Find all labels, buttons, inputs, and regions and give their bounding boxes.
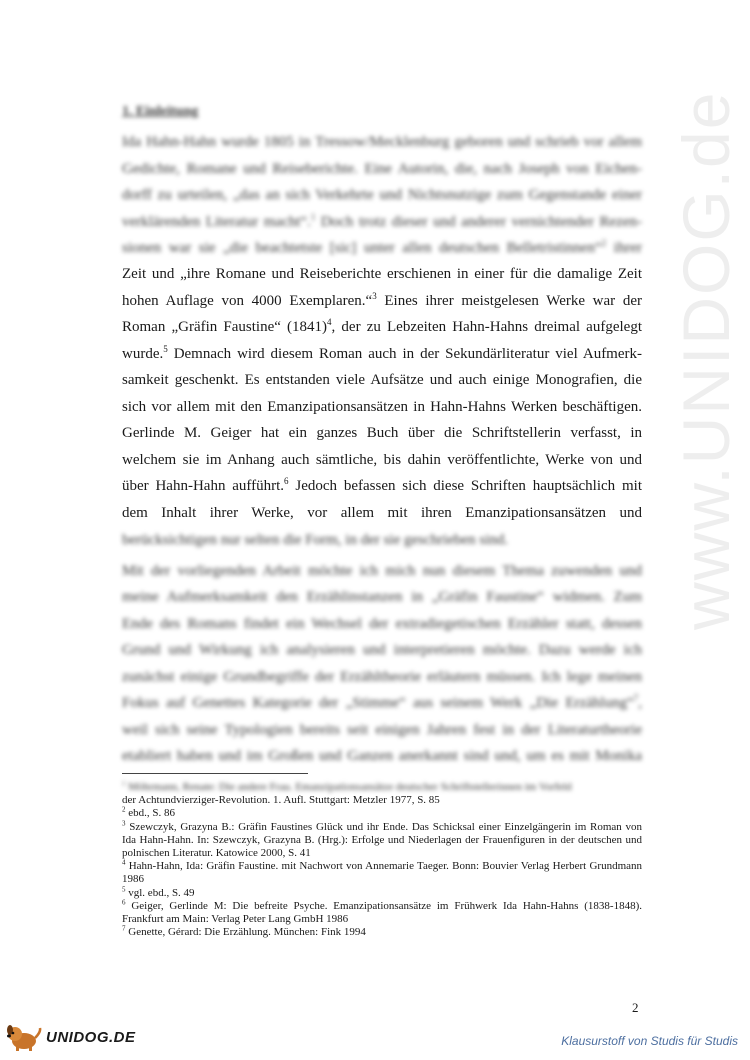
blurred-paragraph-bottom — [122, 527, 642, 770]
text-line: Ende des Romans findet ein Wechsel der extradiegetischen Erzähler statt, dessen — [122, 615, 642, 632]
text-line: weil sich seine Typologien bereits seit einigen Jahren fest in der Literaturtheorie — [122, 721, 642, 738]
text-line: Grund und Wirkung ich analysieren und interpretieren möchte. Dazu werde ich — [122, 642, 642, 658]
footnote-5: $^5$ vgl. ebd., S. 49 — [122, 884, 195, 899]
visible-paragraph — [122, 261, 642, 526]
footnote-separator — [122, 773, 308, 774]
footnotes — [122, 781, 642, 939]
text-line: über Hahn-Hahn aufführt.$^6$ Jedoch befassen sich diese Schriften hauptsächlich mit — [122, 476, 642, 494]
text-line: sich vor allem mit den Emanzipationsansätzen in Hahn-Hahns Werken beschäftigen. — [122, 398, 642, 415]
text-line: hohen Auflage von 4000 Exemplaren.“$^3$ Eines ihrer meistgelesen Werke war der — [122, 290, 642, 309]
footer-tagline: Klausurstoff von Studis für Studis — [561, 1034, 738, 1048]
footnote-1-blurred: $^1$ Möhrmann, Renate: Die andere Frau. Emanzipationsansätze deutscher Schriftstellerinnen im Vorfeld — [122, 781, 572, 793]
text-line: Gerlinde M. Geiger hat ein ganzes Buch über die Schriftstellerin verfasst, in — [122, 425, 642, 441]
blurred-paragraph-top — [122, 129, 642, 262]
text-line: Gedichte, Romane und Reiseberichte. Eine Autorin, die, nach Joseph von Eichen- — [122, 160, 642, 177]
logo-text: UNIDOG.DE — [46, 1028, 136, 1046]
text-line: sionen war sie „die beachtetste [sic] unter allen deutschen Belletristinnen“$^2$ ihrer — [122, 238, 642, 256]
footnote-4: $^4$ Hahn-Hahn, Ida: Gräfin Faustine. mit Nachwort von Annemarie Taeger. Bonn: Bouvier Verlag Herbert Grundmann 1986 — [122, 858, 643, 886]
text-line: meine Aufmerksamkeit den Erzählinstanzen in „Gräfin Faustine“ widmen. Zum — [122, 589, 642, 605]
section-heading: 1. Einleitung — [122, 104, 199, 119]
text-line: berücksichtigen nur selten die Form, in der sie geschrieben sind. — [122, 532, 509, 548]
footnote-7: $^7$ Genette, Gérard: Die Erzählung. München: Fink 1994 — [122, 924, 366, 939]
text-line: Zeit und „ihre Romane und Reiseberichte erschienen in einer für die damalige Zeit — [122, 266, 642, 282]
dog-mascot-icon — [4, 1022, 44, 1052]
watermark: www.UNIDOG.de — [669, 90, 743, 630]
footnote-6: $^6$ Geiger, Gerlinde M: Die befreite Psyche. Emanzipationsansätze im Frühwerk Ida Hahn-Hahns (1838-1848). Frankfurt am Main: Verlag Peter Lang GmbH 1986 — [122, 898, 642, 926]
text-line: wurde.$^5$ Demnach wird diesem Roman auch in der Sekundärliteratur viel Aufmerk- — [122, 343, 642, 362]
text-line: Mit der vorliegenden Arbeit möchte ich mich nun diesem Thema zuwenden und — [122, 562, 642, 579]
page-number: 2 — [632, 1000, 639, 1015]
text-line: Fokus auf Genettes Kategorie der „Stimme“ aus seinem Werk „Die Erzählung“$^7$, — [122, 693, 642, 711]
text-line: samkeit geschenkt. Es entstanden viele Aufsätze und auch einige Monografien, die — [122, 372, 642, 388]
text-line: dem Inhalt ihrer Werke, vor allem mit ihren Emanzipationsansätzen und — [122, 504, 642, 521]
text-line: zunächst einige Grundbegriffe der Erzähltheorie erläutern müssen. Ich lege meinen — [122, 668, 642, 685]
text-line: dorff zu urteilen, „das an sich Verkehrte und Nichtsnutzige zum Gegenstande einer — [122, 187, 642, 203]
unidog-logo[interactable] — [4, 1022, 136, 1052]
footnote-2: $^2$ ebd., S. 86 — [122, 805, 175, 820]
text-line: Ida Hahn-Hahn wurde 1805 in Tressow/Mecklenburg geboren und schrieb vor allem — [122, 134, 642, 150]
text-line: Roman „Gräfin Faustine“ $(1841)^4$, der zu Lebzeiten Hahn-Hahns dreimal aufgelegt — [122, 317, 642, 335]
footnote-1: der Achtundvierziger-Revolution. 1. Aufl. Stuttgart: Metzler 1977, S. 85 — [122, 794, 440, 807]
footnote-3: $^3$ Szewczyk, Grazyna B.: Gräfin Faustines Glück und ihr Ende. Das Schicksal einer Einzelgängerin im Roman von Ida Hahn-Hahn. In: Szewczyk, Grazyna B. (Hrg.): Erfolge und Niederlagen der Frauenfiguren in der deutschen und polnischen Literatur. Katowice 2000, S. 41 — [122, 818, 643, 860]
text-line: etabliert haben und im Großen und Ganzen anerkannt sind und, um es mit Monika — [122, 748, 642, 764]
text-line: verklärenden Literatur macht“.$^1$ Doch trotz dieser und anderer vernichtender Rezen- — [122, 211, 642, 230]
text-line: welchem sie im Anhang auch sämtliche, bis dahin veröffentlichte, Werke von und — [122, 451, 642, 468]
